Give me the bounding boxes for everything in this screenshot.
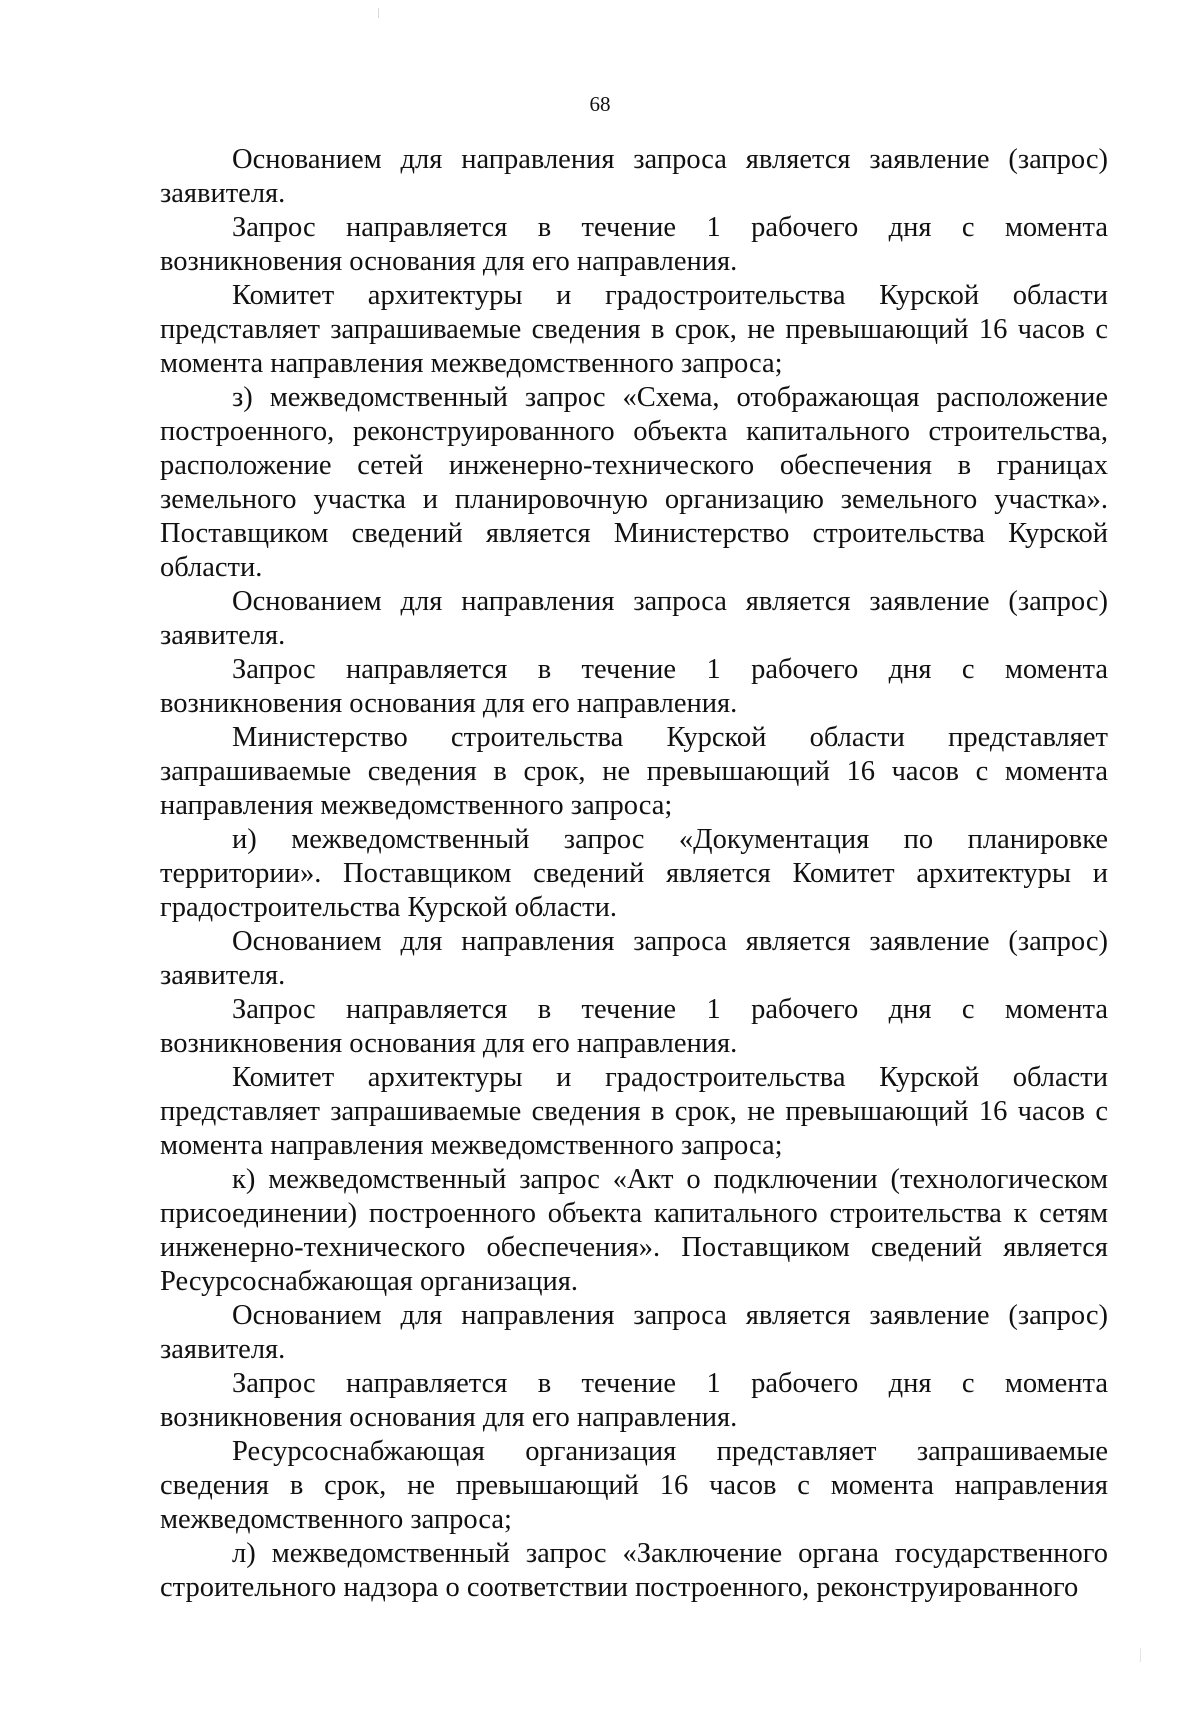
paragraph: Ресурсоснабжающая организация представляет запрашиваемые сведения в срок, не превышающий 16 часов с момента направления межведомственного запроса; <box>160 1436 1108 1535</box>
paragraph: Запрос направляется в течение 1 рабочего дня с момента возникновения основания для его направления. <box>160 994 1108 1059</box>
page-number: 68 <box>589 92 611 116</box>
paragraph: л) межведомственный запрос «Заключение органа государственного строительного надзора о соответствии построенного, реконструированного <box>160 1538 1108 1603</box>
scan-artifact <box>1140 1648 1141 1662</box>
paragraph: и) межведомственный запрос «Документация по планировке территории». Поставщиком сведений является Комитет архитектуры и градостроительства Курской области. <box>160 824 1108 923</box>
paragraph: Запрос направляется в течение 1 рабочего дня с момента возникновения основания для его направления. <box>160 654 1108 719</box>
paragraph: Запрос направляется в течение 1 рабочего дня с момента возникновения основания для его направления. <box>160 1368 1108 1433</box>
document-body <box>160 143 1108 1605</box>
paragraph: Основанием для направления запроса является заявление (запрос) заявителя. <box>160 144 1108 209</box>
scan-artifact <box>378 8 379 18</box>
paragraph: Министерство строительства Курской области представляет запрашиваемые сведения в срок, не превышающий 16 часов с момента направления межведомственного запроса; <box>160 722 1108 821</box>
paragraph: Запрос направляется в течение 1 рабочего дня с момента возникновения основания для его направления. <box>160 212 1108 277</box>
paragraph: Основанием для направления запроса является заявление (запрос) заявителя. <box>160 926 1108 991</box>
paragraph: Комитет архитектуры и градостроительства Курской области представляет запрашиваемые сведения в срок, не превышающий 16 часов с момента направления межведомственного запроса; <box>160 280 1108 379</box>
paragraph: к) межведомственный запрос «Акт о подключении (технологическом присоединении) построенного объекта капитального строительства к сетям инженерно-технического обеспечения». Поставщиком сведений является Ресурсоснабжающая организация. <box>160 1164 1108 1297</box>
paragraph: Основанием для направления запроса является заявление (запрос) заявителя. <box>160 1300 1108 1365</box>
paragraph: з) межведомственный запрос «Схема, отображающая расположение построенного, реконструированного объекта капитального строительства, расположение сетей инженерно-технического обеспечения в границах земельного участка и планировочную организацию земельного участка». Поставщиком сведений является Министерство строительства Курской области. <box>160 382 1108 583</box>
paragraph: Комитет архитектуры и градостроительства Курской области представляет запрашиваемые сведения в срок, не превышающий 16 часов с момента направления межведомственного запроса; <box>160 1062 1108 1161</box>
paragraph: Основанием для направления запроса является заявление (запрос) заявителя. <box>160 586 1108 651</box>
